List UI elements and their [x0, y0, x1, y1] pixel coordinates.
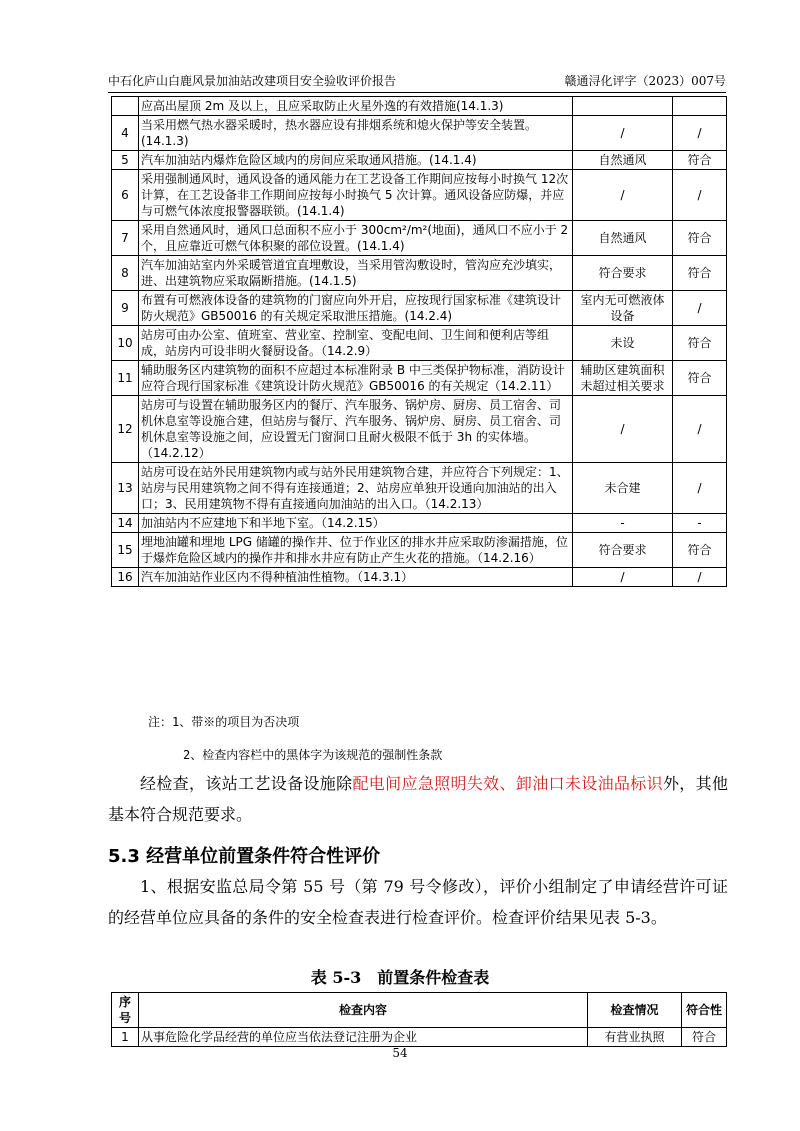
row-content: 埋地油罐和埋地 LPG 储罐的操作井、位于作业区的排水井应采取防渗漏措施，位于爆炸危险区域内的操作井和排水井应有防止产生火花的措施。（14.2.16） [139, 533, 573, 568]
row-result: - [573, 514, 673, 533]
row-number: 4 [112, 116, 139, 151]
row-result: 辅助区建筑面积未超过相关要求 [573, 361, 673, 396]
row-conform: 符合 [673, 361, 727, 396]
defect-highlight: 配电间应急照明失效、卸油口未设油品标识 [352, 774, 663, 793]
row-content: 汽车加油站内爆炸危险区域内的房间应采取通风措施。(14.1.4) [139, 151, 573, 170]
table-row [112, 291, 727, 326]
table-row [112, 514, 727, 533]
row-content: 当采用燃气热水器采暖时，热水器应设有排烟系统和熄火保护等安全装置。(14.1.3) [139, 116, 573, 151]
row-result: 室内无可燃液体设备 [573, 291, 673, 326]
row-number: 7 [112, 221, 139, 256]
row-content: 采用自然通风时，通风口总面积不应小于 300cm²/m²(地面)，通风口不应小于 2个，且应靠近可燃气体积聚的部位设置。(14.1.4) [139, 221, 573, 256]
row-number: 5 [112, 151, 139, 170]
header-report-number: 赣通浔化评字（2023）007号 [564, 74, 726, 88]
page-header [108, 70, 726, 93]
row-result: 未合建 [573, 463, 673, 514]
row-conform: 符合 [673, 326, 727, 361]
row-number: 10 [112, 326, 139, 361]
row-content: 站房可由办公室、值班室、营业室、控制室、变配电间、卫生间和便利店等组成，站房内可设非明火餐厨设备。（14.2.9） [139, 326, 573, 361]
row-result: / [573, 396, 673, 463]
row-content: 应高出屋顶 2m 及以上，且应采取防止火星外逸的有效措施(14.1.3) [139, 97, 573, 116]
row-result: / [573, 568, 673, 587]
table-row [112, 568, 727, 587]
row-conform: - [673, 514, 727, 533]
table-row [112, 396, 727, 463]
header-report-title: 中石化庐山白鹿风景加油站改建项目安全验收评价报告 [108, 74, 397, 88]
col-conform: 符合性 [682, 993, 727, 1028]
row-conform [673, 97, 727, 116]
note-1: 注：1、带※的项目为否决项 [148, 715, 300, 729]
table-row [112, 116, 727, 151]
section-paragraph: 1、根据安监总局令第 55 号（第 79 号令修改），评价小组制定了申请经营许可证的经营单位应具备的条件的安全检查表进行检查评价。检查评价结果见表 5-3。 [108, 877, 728, 927]
row-content: 站房可与设置在辅助服务区内的餐厅、汽车服务、锅炉房、厨房、员工宿舍、司机休息室等设施合建，但站房与餐厅、汽车服务、锅炉房、厨房、员工宿舍、司机休息室等设施之间，应设置无门窗洞口且耐火极限不低于 3h 的实体墙。（14.2.12） [139, 396, 573, 463]
row-number: 13 [112, 463, 139, 514]
row-content: 加油站内不应建地下和半地下室。（14.2.15） [139, 514, 573, 533]
row-content: 布置有可燃液体设备的建筑物的门窗应向外开启，应按现行国家标准《建筑设计防火规范》GB50016 的有关规定采取泄压措施。(14.2.4) [139, 291, 573, 326]
row-result: 符合要求 [573, 256, 673, 291]
row-conform: / [673, 396, 727, 463]
table-row [112, 170, 727, 221]
row-conform: 符合 [673, 151, 727, 170]
row-conform: / [673, 170, 727, 221]
row-number: 15 [112, 533, 139, 568]
row-number: 11 [112, 361, 139, 396]
table-row: 1 从事危险化学品经营的单位应当依法登记注册为企业 有营业执照 符合 [112, 1028, 727, 1047]
row-content: 辅助服务区内建筑物的面积不应超过本标准附录 B 中三类保护物标准，消防设计应符合现行国家标准《建筑设计防火规范》GB50016 的有关规定（14.2.11） [139, 361, 573, 396]
table-row [112, 533, 727, 568]
table-caption: 表 5-3 前置条件检查表 [310, 968, 490, 987]
row-number [112, 97, 139, 116]
page-number: 54 [392, 1046, 408, 1060]
table-row [112, 326, 727, 361]
row-result: / [573, 116, 673, 151]
row-conform: / [673, 116, 727, 151]
note-2: 2、检查内容栏中的黑体字为该规范的强制性条款 [183, 748, 443, 762]
row-result: 自然通风 [573, 221, 673, 256]
row-conform: / [673, 463, 727, 514]
row-conform: 符合 [673, 221, 727, 256]
row-content: 站房可设在站外民用建筑物内或与站外民用建筑物合建，并应符合下列规定：1、站房与民用建筑物之间不得有连接通道；2、站房应单独开设通向加油站的出入口；3、民用建筑物不得有直接通向加油站的出入口。（14.2.13） [139, 463, 573, 514]
section-title: 5.3 经营单位前置条件符合性评价 [108, 846, 381, 867]
row-result [573, 97, 673, 116]
table-row [112, 151, 727, 170]
row-conform: / [673, 568, 727, 587]
col-content: 检查内容 [139, 993, 588, 1028]
inspection-table-continued [111, 96, 727, 587]
row-number: 14 [112, 514, 139, 533]
row-number: 9 [112, 291, 139, 326]
table-row [112, 97, 727, 116]
col-no: 序号 [112, 993, 139, 1028]
row-number: 16 [112, 568, 139, 587]
row-result: / [573, 170, 673, 221]
row-content: 采用强制通风时，通风设备的通风能力在工艺设备工作期间应按每小时换气 12次计算，在工艺设备非工作期间应按每小时换气 5 次计算。通风设备应防爆，并应与可燃气体浓度报警器联锁。(14.1.4) [139, 170, 573, 221]
table-row [112, 256, 727, 291]
table-row [112, 221, 727, 256]
row-result: 自然通风 [573, 151, 673, 170]
row-content: 汽车加油站作业区内不得种植油性植物。（14.3.1） [139, 568, 573, 587]
row-result: 符合要求 [573, 533, 673, 568]
row-conform: 符合 [673, 256, 727, 291]
table-row [112, 463, 727, 514]
row-content: 汽车加油站室内外采暖管道宜直埋敷设，当采用管沟敷设时，管沟应充沙填实，进、出建筑物应采取隔断措施。(14.1.5) [139, 256, 573, 291]
inspection-conclusion: 经检查，该站工艺设备设施除配电间应急照明失效、卸油口未设油品标识外，其他基本符合规范要求。 [108, 774, 728, 824]
row-result: 未设 [573, 326, 673, 361]
row-number: 6 [112, 170, 139, 221]
row-conform: 符合 [673, 533, 727, 568]
row-number: 8 [112, 256, 139, 291]
row-conform: / [673, 291, 727, 326]
table-row [112, 361, 727, 396]
row-number: 12 [112, 396, 139, 463]
table-header-row [112, 993, 727, 1028]
precondition-table [111, 992, 727, 1047]
col-result: 检查情况 [588, 993, 682, 1028]
